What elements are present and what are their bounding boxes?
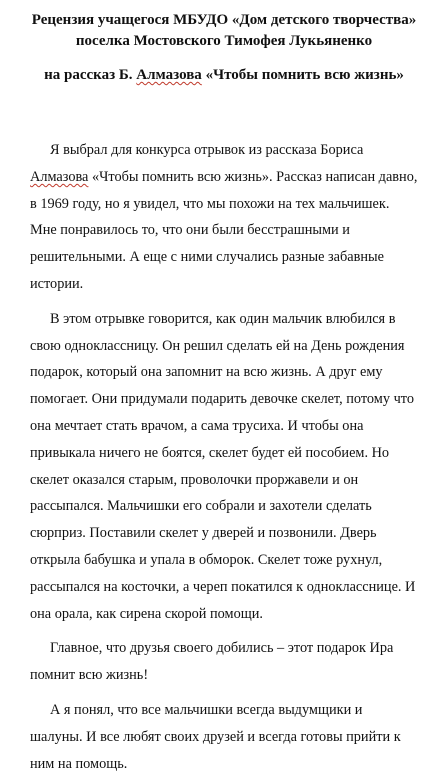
title-line-3 [30,65,418,86]
author-name-spellcheck: Алмазова [136,67,202,83]
title-line-3-prefix: на рассказ Б. [44,67,137,83]
paragraph-3 [30,635,418,689]
title-line-1: Рецензия учащегося МБУДО «Дом детского творчества» [31,12,417,28]
paragraph-4 [30,697,418,777]
title-line-3-suffix: «Чтобы помнить всю жизнь» [201,67,404,83]
paragraph-4-text: А я понял, что все мальчишки всегда выдумщики и шалуны. И все любят своих друзей и всегда готовы прийти к ним на помощь. [30,701,401,772]
paragraph-1 [30,137,418,298]
paragraph-2-text: В этом отрывке говорится, как один мальчик влюбился в свою одноклассницу. Он решил сделать ей на День рождения подарок, который она запомнит на всю жизнь. А друг ему помогает. Они придумали подарить девочке скелет, потому что она мечтает стать врачом, а сама трусиха. И чтобы она привыкала ничего не боятся, скелет будет ей пособием. Но скелет оказался старым, проволочки проржавели и он рассыпался. Мальчишки его собрали и захотели сделать сюрприз. Поставили скелет у дверей и позвонили. Дверь открыла бабушка и упала в обморок. Скелет тоже рухнул, рассыпался на косточки, а череп покатился к однокласснице. И она орала, как сирена скорой помощи. [30,310,416,622]
paragraph-2 [30,306,418,628]
paragraph-1-author-spellcheck: Алмазова [30,168,89,185]
document-header [30,10,418,86]
document-body [30,137,418,777]
title-line-2: поселка Мостовского Тимофея Лукьяненко [75,33,373,49]
paragraph-1-text-start: Я выбрал для конкурса отрывок из рассказа Бориса [50,142,364,158]
paragraph-1-text-end: «Чтобы помнить всю жизнь». Рассказ написан давно, в 1969 году, но я увидел, что мы похожи на тех мальчишек. Мне понравилось то, что они были бесстрашными и решительными. А еще с ними случались разные забавные истории. [30,168,418,292]
paragraph-3-text: Главное, что друзья своего добились – этот подарок Ира помнит всю жизнь! [30,640,394,684]
